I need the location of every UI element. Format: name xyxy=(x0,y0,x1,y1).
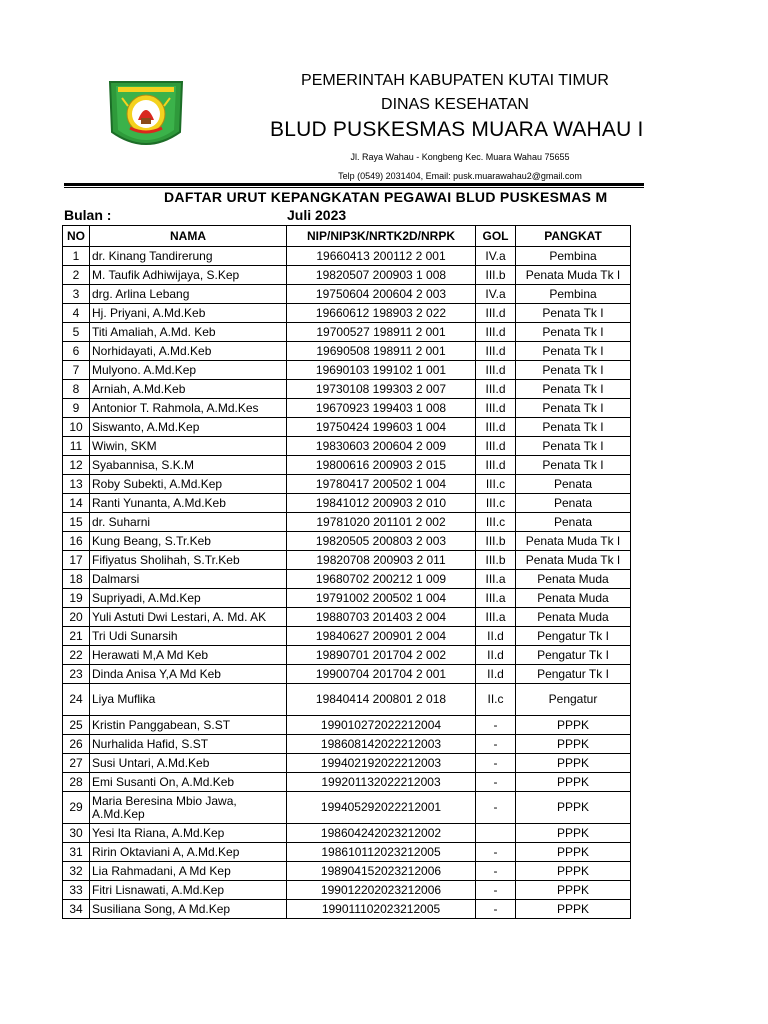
cell-nip: 19820708 200903 2 011 xyxy=(287,551,476,570)
cell-pangkat: Pengatur Tk I xyxy=(516,627,631,646)
cell-nip: 19900704 201704 2 001 xyxy=(287,665,476,684)
document-title: DAFTAR URUT KEPANGKATAN PEGAWAI BLUD PUSKESMAS M xyxy=(164,189,608,205)
cell-no: 21 xyxy=(63,627,90,646)
column-header-no: NO xyxy=(63,226,90,247)
cell-gol: III.a xyxy=(476,589,516,608)
table-row xyxy=(63,570,631,589)
cell-gol: III.c xyxy=(476,513,516,532)
cell-nip: 19690103 199102 1 001 xyxy=(287,361,476,380)
cell-pangkat: Penata Tk I xyxy=(516,399,631,418)
cell-nama: Emi Susanti On, A.Md.Keb xyxy=(90,773,287,792)
cell-pangkat: Penata Muda Tk I xyxy=(516,532,631,551)
cell-gol: III.d xyxy=(476,361,516,380)
cell-pangkat: Pembina xyxy=(516,247,631,266)
cell-nip: 19660612 198903 2 022 xyxy=(287,304,476,323)
table-row xyxy=(63,881,631,900)
cell-no: 13 xyxy=(63,475,90,494)
cell-nip: 19730108 199303 2 007 xyxy=(287,380,476,399)
table-row xyxy=(63,247,631,266)
cell-nama: Susi Untari, A.Md.Keb xyxy=(90,754,287,773)
cell-gol: III.d xyxy=(476,418,516,437)
cell-nama: Kung Beang, S.Tr.Keb xyxy=(90,532,287,551)
table-row xyxy=(63,589,631,608)
cell-nama: Dinda Anisa Y,A Md Keb xyxy=(90,665,287,684)
table-row xyxy=(63,399,631,418)
table-row xyxy=(63,900,631,919)
cell-nip: 19690508 198911 2 001 xyxy=(287,342,476,361)
cell-no: 15 xyxy=(63,513,90,532)
cell-pangkat: PPPK xyxy=(516,862,631,881)
column-header-pangkat: PANGKAT xyxy=(516,226,631,247)
cell-pangkat: PPPK xyxy=(516,735,631,754)
cell-nip: 19660413 200112 2 001 xyxy=(287,247,476,266)
table-row xyxy=(63,551,631,570)
cell-pangkat: Penata Tk I xyxy=(516,323,631,342)
column-header-gol: GOL xyxy=(476,226,516,247)
institution-name: BLUD PUSKESMAS MUARA WAHAU I xyxy=(270,118,644,141)
cell-nip: 19680702 200212 1 009 xyxy=(287,570,476,589)
table-row xyxy=(63,627,631,646)
cell-pangkat: PPPK xyxy=(516,773,631,792)
cell-gol: II.d xyxy=(476,646,516,665)
cell-gol: - xyxy=(476,862,516,881)
cell-nip: 19830603 200604 2 009 xyxy=(287,437,476,456)
cell-pangkat: Penata Tk I xyxy=(516,361,631,380)
cell-pangkat: Penata Muda xyxy=(516,608,631,627)
cell-nama: Roby Subekti, A.Md.Kep xyxy=(90,475,287,494)
table-row xyxy=(63,285,631,304)
cell-nip: 199201132022212003 xyxy=(287,773,476,792)
cell-nama: Lia Rahmadani, A Md Kep xyxy=(90,862,287,881)
cell-nip: 19820507 200903 1 008 xyxy=(287,266,476,285)
cell-nama: dr. Kinang Tandirerung xyxy=(90,247,287,266)
cell-nama: Ririn Oktaviani A, A.Md.Kep xyxy=(90,843,287,862)
cell-pangkat: Pengatur Tk I xyxy=(516,665,631,684)
cell-nip: 198904152023212006 xyxy=(287,862,476,881)
cell-nama: Maria Beresina Mbio Jawa, A.Md.Kep xyxy=(90,792,287,824)
cell-pangkat: Penata Muda xyxy=(516,589,631,608)
cell-gol: - xyxy=(476,754,516,773)
table-row xyxy=(63,862,631,881)
cell-pangkat: Penata Tk I xyxy=(516,304,631,323)
cell-no: 22 xyxy=(63,646,90,665)
cell-nama: Kristin Panggabean, S.ST xyxy=(90,716,287,735)
cell-gol: III.a xyxy=(476,608,516,627)
cell-gol: III.b xyxy=(476,266,516,285)
cell-nip: 19840627 200901 2 004 xyxy=(287,627,476,646)
cell-no: 7 xyxy=(63,361,90,380)
cell-nama: Yuli Astuti Dwi Lestari, A. Md. AK xyxy=(90,608,287,627)
cell-gol xyxy=(476,824,516,843)
table-row xyxy=(63,684,631,716)
cell-no: 12 xyxy=(63,456,90,475)
cell-pangkat: Penata xyxy=(516,494,631,513)
cell-no: 10 xyxy=(63,418,90,437)
cell-no: 3 xyxy=(63,285,90,304)
cell-nama: Ranti Yunanta, A.Md.Keb xyxy=(90,494,287,513)
cell-gol: - xyxy=(476,735,516,754)
table-row xyxy=(63,342,631,361)
table-body xyxy=(63,247,631,919)
cell-nip: 198608142022212003 xyxy=(287,735,476,754)
table-row xyxy=(63,513,631,532)
cell-pangkat: PPPK xyxy=(516,900,631,919)
cell-gol: III.d xyxy=(476,399,516,418)
table-row xyxy=(63,437,631,456)
cell-gol: - xyxy=(476,773,516,792)
cell-nip: 199011102023212005 xyxy=(287,900,476,919)
cell-no: 17 xyxy=(63,551,90,570)
cell-nama: Mulyono. A.Md.Kep xyxy=(90,361,287,380)
cell-no: 32 xyxy=(63,862,90,881)
cell-nama: Yesi Ita Riana, A.Md.Kep xyxy=(90,824,287,843)
cell-no: 16 xyxy=(63,532,90,551)
cell-nama: Antonior T. Rahmola, A.Md.Kes xyxy=(90,399,287,418)
cell-no: 24 xyxy=(63,684,90,716)
cell-pangkat: PPPK xyxy=(516,754,631,773)
cell-no: 23 xyxy=(63,665,90,684)
cell-no: 4 xyxy=(63,304,90,323)
table-row xyxy=(63,456,631,475)
table-header-row xyxy=(63,226,631,247)
table-row xyxy=(63,716,631,735)
cell-pangkat: Pengatur xyxy=(516,684,631,716)
cell-gol: IV.a xyxy=(476,247,516,266)
cell-no: 19 xyxy=(63,589,90,608)
cell-gol: - xyxy=(476,792,516,824)
table-row xyxy=(63,646,631,665)
cell-nip: 19841012 200903 2 010 xyxy=(287,494,476,513)
cell-gol: III.c xyxy=(476,494,516,513)
table-row xyxy=(63,824,631,843)
cell-nama: Susiliana Song, A Md.Kep xyxy=(90,900,287,919)
cell-nip: 199405292022212001 xyxy=(287,792,476,824)
cell-nama: Liya Muflika xyxy=(90,684,287,716)
cell-nip: 19800616 200903 2 015 xyxy=(287,456,476,475)
cell-nama: Hj. Priyani, A.Md.Keb xyxy=(90,304,287,323)
cell-pangkat: PPPK xyxy=(516,792,631,824)
cell-nama: Arniah, A.Md.Keb xyxy=(90,380,287,399)
cell-no: 25 xyxy=(63,716,90,735)
cell-nip: 19890701 201704 2 002 xyxy=(287,646,476,665)
cell-nip: 19670923 199403 1 008 xyxy=(287,399,476,418)
letterhead-divider-thick xyxy=(64,183,644,186)
cell-nama: Supriyadi, A.Md.Kep xyxy=(90,589,287,608)
cell-pangkat: Penata Tk I xyxy=(516,437,631,456)
cell-gol: III.d xyxy=(476,304,516,323)
table-row xyxy=(63,665,631,684)
month-label: Bulan : xyxy=(64,207,112,223)
cell-gol: - xyxy=(476,843,516,862)
cell-pangkat: Pengatur Tk I xyxy=(516,646,631,665)
cell-pangkat: PPPK xyxy=(516,881,631,900)
cell-gol: III.d xyxy=(476,342,516,361)
cell-gol: II.c xyxy=(476,684,516,716)
cell-nip: 198604242023212002 xyxy=(287,824,476,843)
government-name: PEMERINTAH KABUPATEN KUTAI TIMUR xyxy=(301,72,609,89)
employee-rank-table xyxy=(62,225,631,919)
cell-pangkat: Penata Muda xyxy=(516,570,631,589)
cell-pangkat: Penata Tk I xyxy=(516,456,631,475)
cell-pangkat: Penata Tk I xyxy=(516,342,631,361)
cell-pangkat: Penata Tk I xyxy=(516,380,631,399)
cell-nama: Nurhalida Hafid, S.ST xyxy=(90,735,287,754)
table-row xyxy=(63,266,631,285)
cell-no: 31 xyxy=(63,843,90,862)
table-row xyxy=(63,608,631,627)
cell-pangkat: Penata Tk I xyxy=(516,418,631,437)
cell-gol: II.d xyxy=(476,665,516,684)
address-text: Jl. Raya Wahau - Kongbeng Kec. Muara Wahau 75655 xyxy=(350,152,570,162)
cell-nama: Fifiyatus Sholihah, S.Tr.Keb xyxy=(90,551,287,570)
kutai-timur-emblem-icon xyxy=(104,74,188,154)
cell-pangkat: PPPK xyxy=(516,716,631,735)
cell-gol: III.d xyxy=(476,323,516,342)
table-row xyxy=(63,475,631,494)
cell-no: 28 xyxy=(63,773,90,792)
table-row xyxy=(63,494,631,513)
cell-no: 34 xyxy=(63,900,90,919)
cell-gol: - xyxy=(476,900,516,919)
table-row xyxy=(63,773,631,792)
cell-no: 26 xyxy=(63,735,90,754)
cell-nama: Syabannisa, S.K.M xyxy=(90,456,287,475)
cell-pangkat: Penata xyxy=(516,513,631,532)
cell-nip: 19780417 200502 1 004 xyxy=(287,475,476,494)
month-value: Juli 2023 xyxy=(287,207,347,223)
table-row xyxy=(63,380,631,399)
cell-no: 11 xyxy=(63,437,90,456)
cell-nama: M. Taufik Adhiwijaya, S.Kep xyxy=(90,266,287,285)
cell-nip: 199012202023212006 xyxy=(287,881,476,900)
cell-nama: Dalmarsi xyxy=(90,570,287,589)
cell-no: 6 xyxy=(63,342,90,361)
cell-nip: 198610112023212005 xyxy=(287,843,476,862)
cell-gol: II.d xyxy=(476,627,516,646)
table-row xyxy=(63,418,631,437)
cell-gol: III.a xyxy=(476,570,516,589)
column-header-nama: NAMA xyxy=(90,226,287,247)
cell-nip: 19820505 200803 2 003 xyxy=(287,532,476,551)
cell-nip: 19750604 200604 2 003 xyxy=(287,285,476,304)
department-name: DINAS KESEHATAN xyxy=(381,96,529,113)
cell-nip: 19700527 198911 2 001 xyxy=(287,323,476,342)
cell-pangkat: PPPK xyxy=(516,843,631,862)
cell-nip: 199402192022212003 xyxy=(287,754,476,773)
cell-nama: Herawati M,A Md Keb xyxy=(90,646,287,665)
table-row xyxy=(63,754,631,773)
cell-pangkat: Penata xyxy=(516,475,631,494)
cell-nip: 199010272022212004 xyxy=(287,716,476,735)
table-row xyxy=(63,361,631,380)
table-row xyxy=(63,735,631,754)
cell-gol: - xyxy=(476,716,516,735)
cell-gol: III.b xyxy=(476,532,516,551)
cell-nip: 19781020 201101 2 002 xyxy=(287,513,476,532)
cell-gol: III.c xyxy=(476,475,516,494)
cell-pangkat: Penata Muda Tk I xyxy=(516,551,631,570)
cell-gol: III.d xyxy=(476,437,516,456)
cell-nip: 19840414 200801 2 018 xyxy=(287,684,476,716)
cell-no: 30 xyxy=(63,824,90,843)
table-row xyxy=(63,323,631,342)
cell-nip: 19880703 201403 2 004 xyxy=(287,608,476,627)
cell-no: 18 xyxy=(63,570,90,589)
cell-no: 2 xyxy=(63,266,90,285)
table-row xyxy=(63,792,631,824)
cell-nama: Norhidayati, A.Md.Keb xyxy=(90,342,287,361)
cell-pangkat: Pembina xyxy=(516,285,631,304)
cell-nama: Wiwin, SKM xyxy=(90,437,287,456)
cell-no: 27 xyxy=(63,754,90,773)
column-header-nip: NIP/NIP3K/NRTK2D/NRPK xyxy=(287,226,476,247)
cell-nama: Titi Amaliah, A.Md. Keb xyxy=(90,323,287,342)
cell-pangkat: PPPK xyxy=(516,824,631,843)
cell-nama: drg. Arlina Lebang xyxy=(90,285,287,304)
cell-nip: 19791002 200502 1 004 xyxy=(287,589,476,608)
cell-nama: Siswanto, A.Md.Kep xyxy=(90,418,287,437)
cell-gol: III.d xyxy=(476,456,516,475)
table-row xyxy=(63,843,631,862)
cell-gol: III.b xyxy=(476,551,516,570)
cell-gol: - xyxy=(476,881,516,900)
cell-no: 8 xyxy=(63,380,90,399)
cell-no: 14 xyxy=(63,494,90,513)
cell-no: 29 xyxy=(63,792,90,824)
cell-nama: dr. Suharni xyxy=(90,513,287,532)
cell-no: 5 xyxy=(63,323,90,342)
cell-no: 1 xyxy=(63,247,90,266)
table-row xyxy=(63,304,631,323)
cell-nip: 19750424 199603 1 004 xyxy=(287,418,476,437)
cell-no: 20 xyxy=(63,608,90,627)
cell-pangkat: Penata Muda Tk I xyxy=(516,266,631,285)
cell-no: 9 xyxy=(63,399,90,418)
cell-nama: Fitri Lisnawati, A.Md.Kep xyxy=(90,881,287,900)
cell-gol: III.d xyxy=(476,380,516,399)
letterhead-divider-thin xyxy=(64,187,644,188)
cell-no: 33 xyxy=(63,881,90,900)
cell-gol: IV.a xyxy=(476,285,516,304)
contact-text: Telp (0549) 2031404, Email: pusk.muarawahau2@gmail.com xyxy=(338,171,582,181)
table-row xyxy=(63,532,631,551)
cell-nama: Tri Udi Sunarsih xyxy=(90,627,287,646)
